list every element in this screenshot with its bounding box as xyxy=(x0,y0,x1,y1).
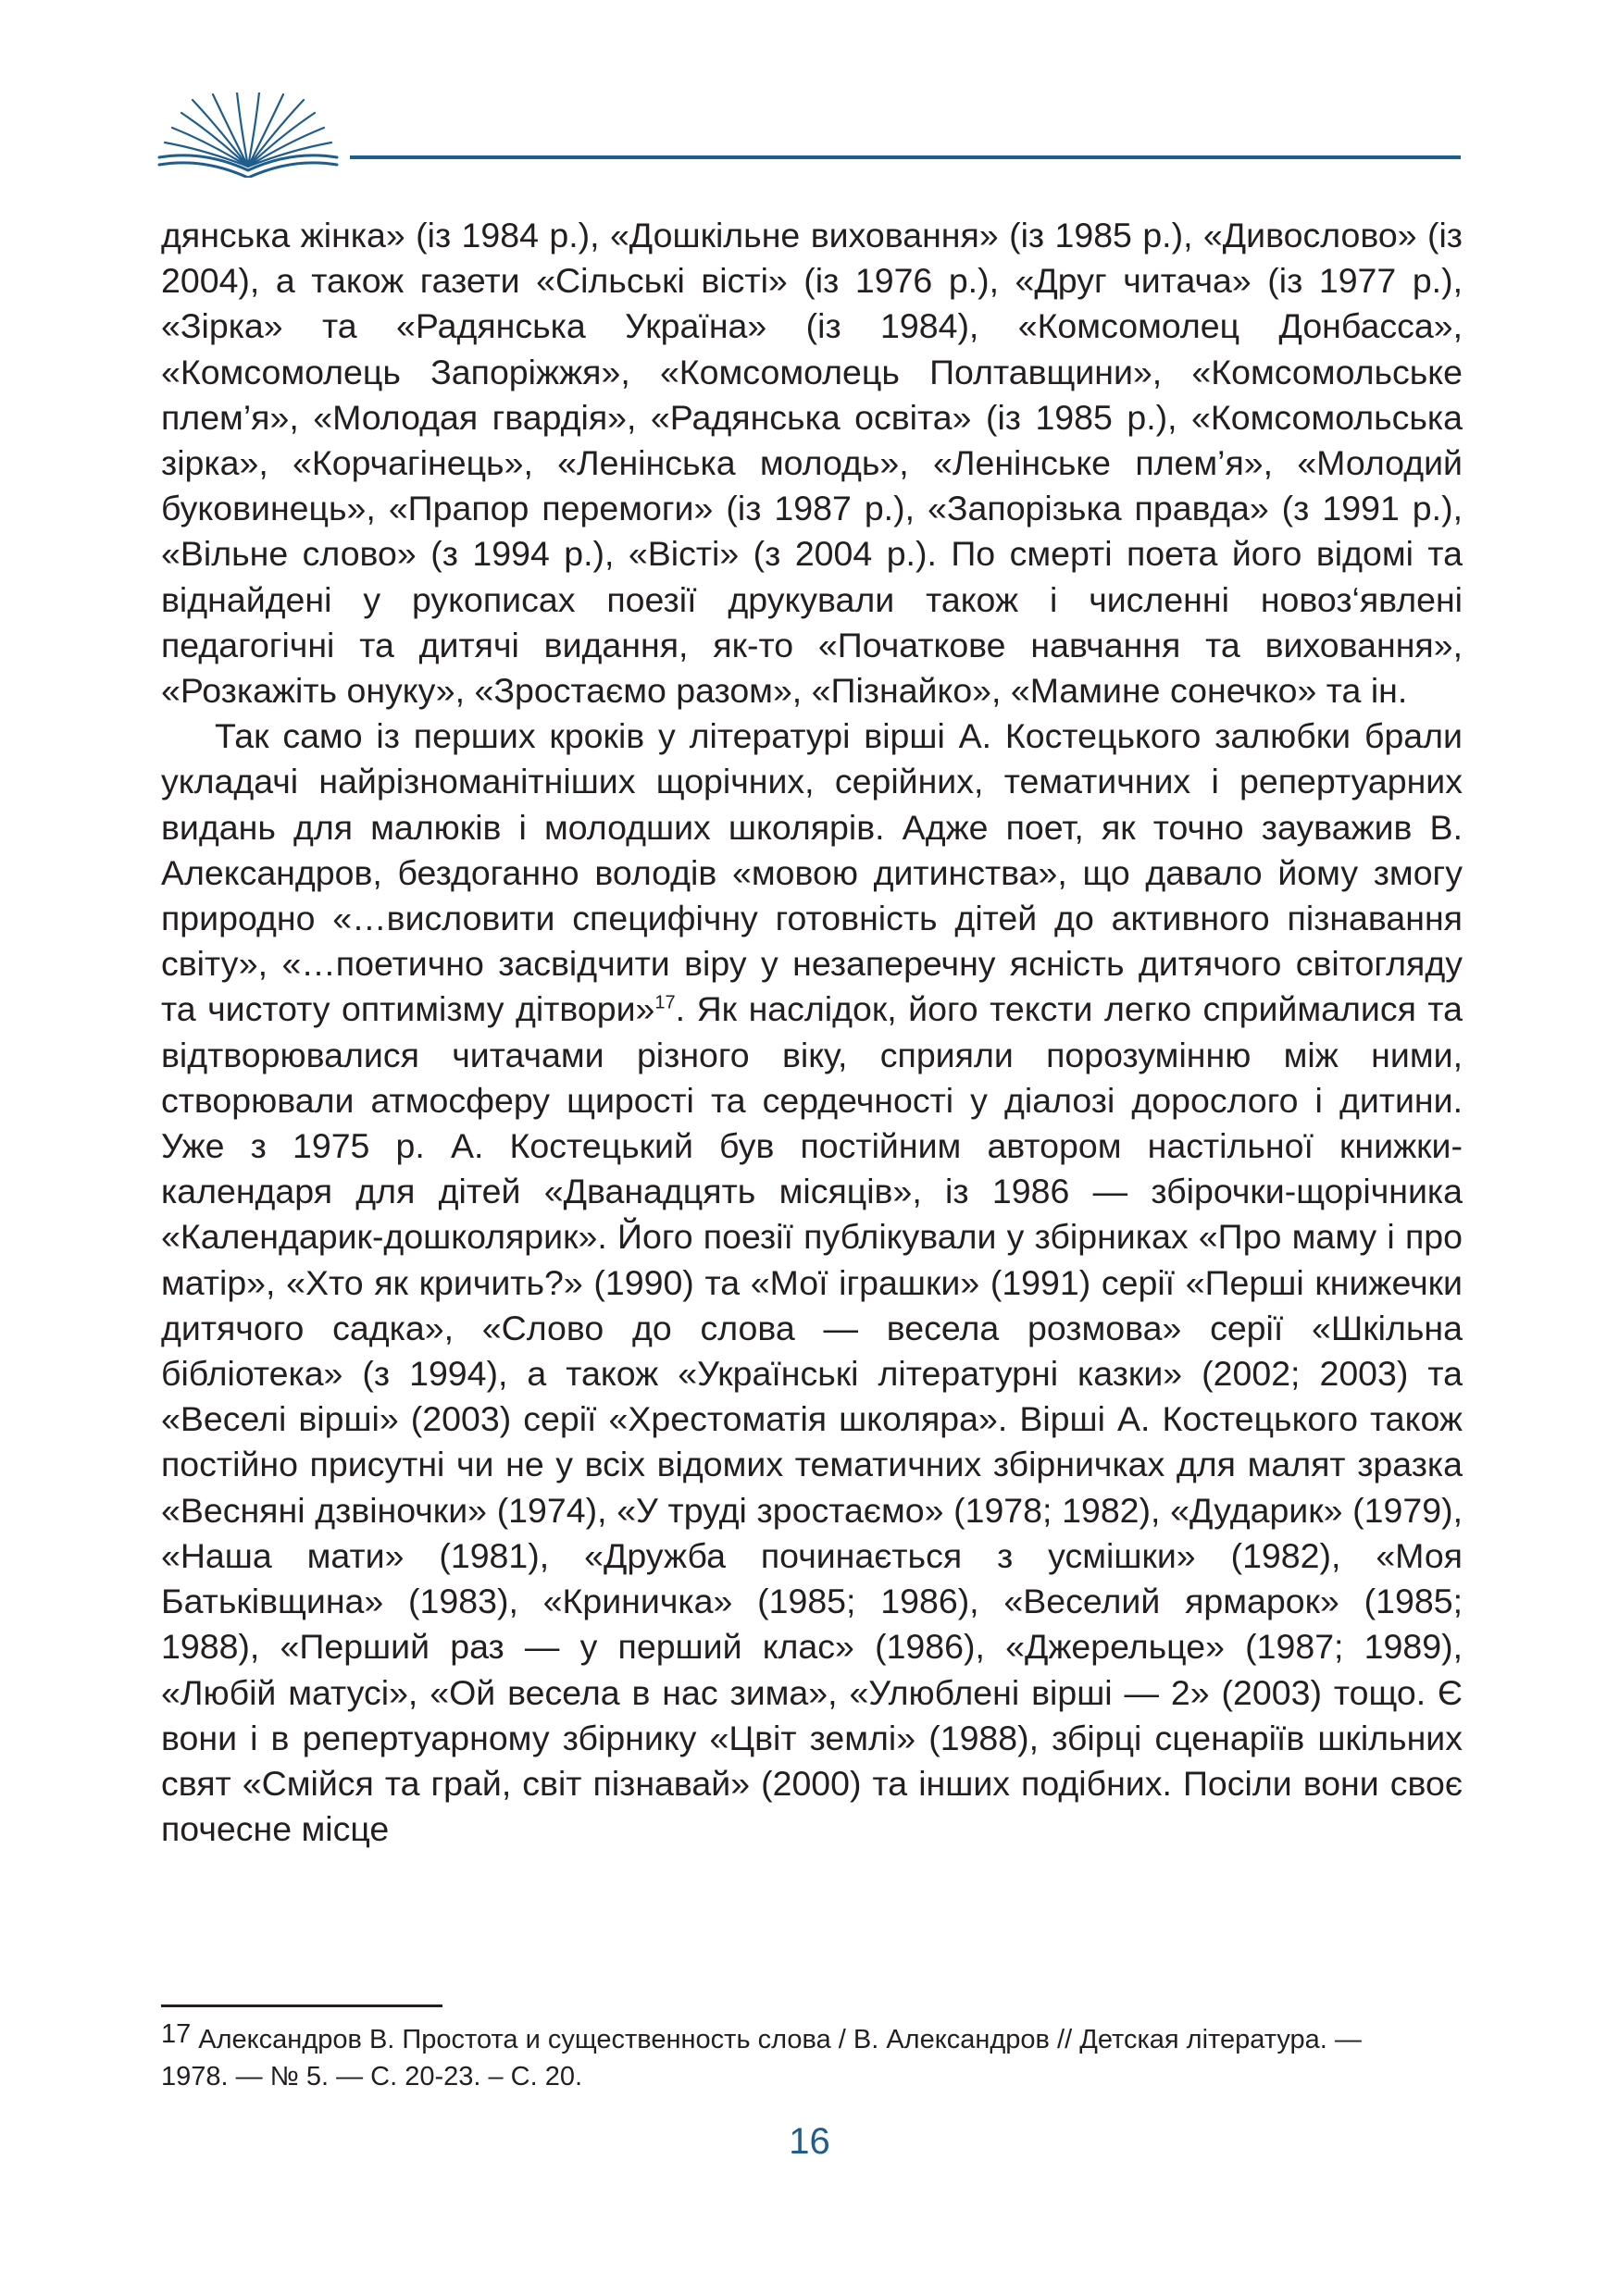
footnote-divider xyxy=(161,2004,442,2007)
open-book-icon xyxy=(156,93,341,178)
footnote-reference[interactable]: 17 xyxy=(654,992,676,1013)
footnote-number: 17 xyxy=(161,2019,192,2049)
paragraph-1: дянська жінка» (із 1984 р.), «Дошкільне виховання» (із 1985 р.), «Дивослово» (із 2004), а також газети «Сільські вісті» (із 1976 р.), «Друг читача» (із 1977 р.), «Зірка» та «Радянська Україна» (із 1984), «Комсомолец Донбасса», «Комсомолець Запоріжжя», «Комсомолець Полтавщини», «Комсомольське плем’я», «Молодая гвардія», «Радянська освіта» (із 1985 р.), «Комсомольська зірка», «Корчагінець», «Ленінська молодь», «Ленінське плем’я», «Молодий буковинець», «Прапор перемоги» (із 1987 р.), «Запорізька правда» (з 1991 р.), «Вільне слово» (з 1994 р.), «Вісті» (з 2004 р.). По смерті поета його відомі та віднайдені у рукописах поезії друкували також і численні новоз‘явлені педагогічні та дитячі видання, як-то «Початкове навчання та виховання», «Розкажіть онуку», «Зростаємо разом», «Пізнайко», «Мамине сонечко» та ін. xyxy=(161,216,1463,711)
page-number: 16 xyxy=(789,2121,830,2162)
header-rule xyxy=(350,155,1461,159)
paragraph-2 xyxy=(161,714,1463,1852)
footnote-text: Александров В. Простота и существенность слова / В. Александров // Детская література. — 1978. — № 5. — С. 20-23. – С. 20. xyxy=(161,2025,1362,2091)
footnote xyxy=(161,2016,1383,2095)
body-text xyxy=(161,213,1463,1852)
paragraph-2-part-2: . Як наслідок, його тексти легко сприймалися та відтворювалися читачами різного віку, сприяли порозумінню між ними, створювали атмосферу щирості та сердечності у діалозі дорослого і дитини. Уже з 1975 р. А. Костецький був постійним автором настільної книжки-календаря для дітей «Дванадцять місяців», із 1986 — збірочки-щорічника «Календарик-дошколярик». Його поезії публікували у збірниках «Про маму і про матір», «Хто як кричить?» (1990) та «Мої іграшки» (1991) серії «Перші книжечки дитячого садка», «Слово до слова — весела розмова» серії «Шкільна бібліотека» (з 1994), а також «Українські літературні казки» (2002; 2003) та «Веселі вірші» (2003) серії «Хрестоматія школяра». Вірші А. Костецького також постійно присутні чи не у всіх відомих тематичних збірничках для малят зразка «Весняні дзвіночки» (1974), «У труді зростаємо» (1978; 1982), «Дударик» (1979), «Наша мати» (1981), «Дружба починається з усмішки» (1982), «Моя Батьківщина» (1983), «Криничка» (1985; 1986), «Веселий ярмарок» (1985; 1988), «Перший раз — у перший клас» (1986), «Джерельце» (1987; 1989), «Любій матусі», «Ой весела в нас зима», «Улюблені вірші — 2» (2003) тощо. Є вони і в репертуарному збірнику «Цвіт землі» (1988), збірці сценаріїв шкільних свят «Смійся та грай, світ пізнавай» (2000) та інших подібних. Посіли вони своє почесне місце xyxy=(161,989,1463,1849)
paragraph-2-part-1: Так само із перших кроків у літературі вірші А. Костецького залюбки брали укладачі найрізноманітніших щорічних, серійних, тематичних і репертуарних видань для малюків і молодших школярів. Адже поет, як точно зауважив В. Александров, бездоганно володів «мовою дитинства», що давало йому змогу природно «…висловити специфічну готовність дітей до активного пізнавання світу», «…поетично засвідчити віру у незаперечну ясність дитячого світогляду та чистоту оптимізму дітвори» xyxy=(161,716,1463,1029)
